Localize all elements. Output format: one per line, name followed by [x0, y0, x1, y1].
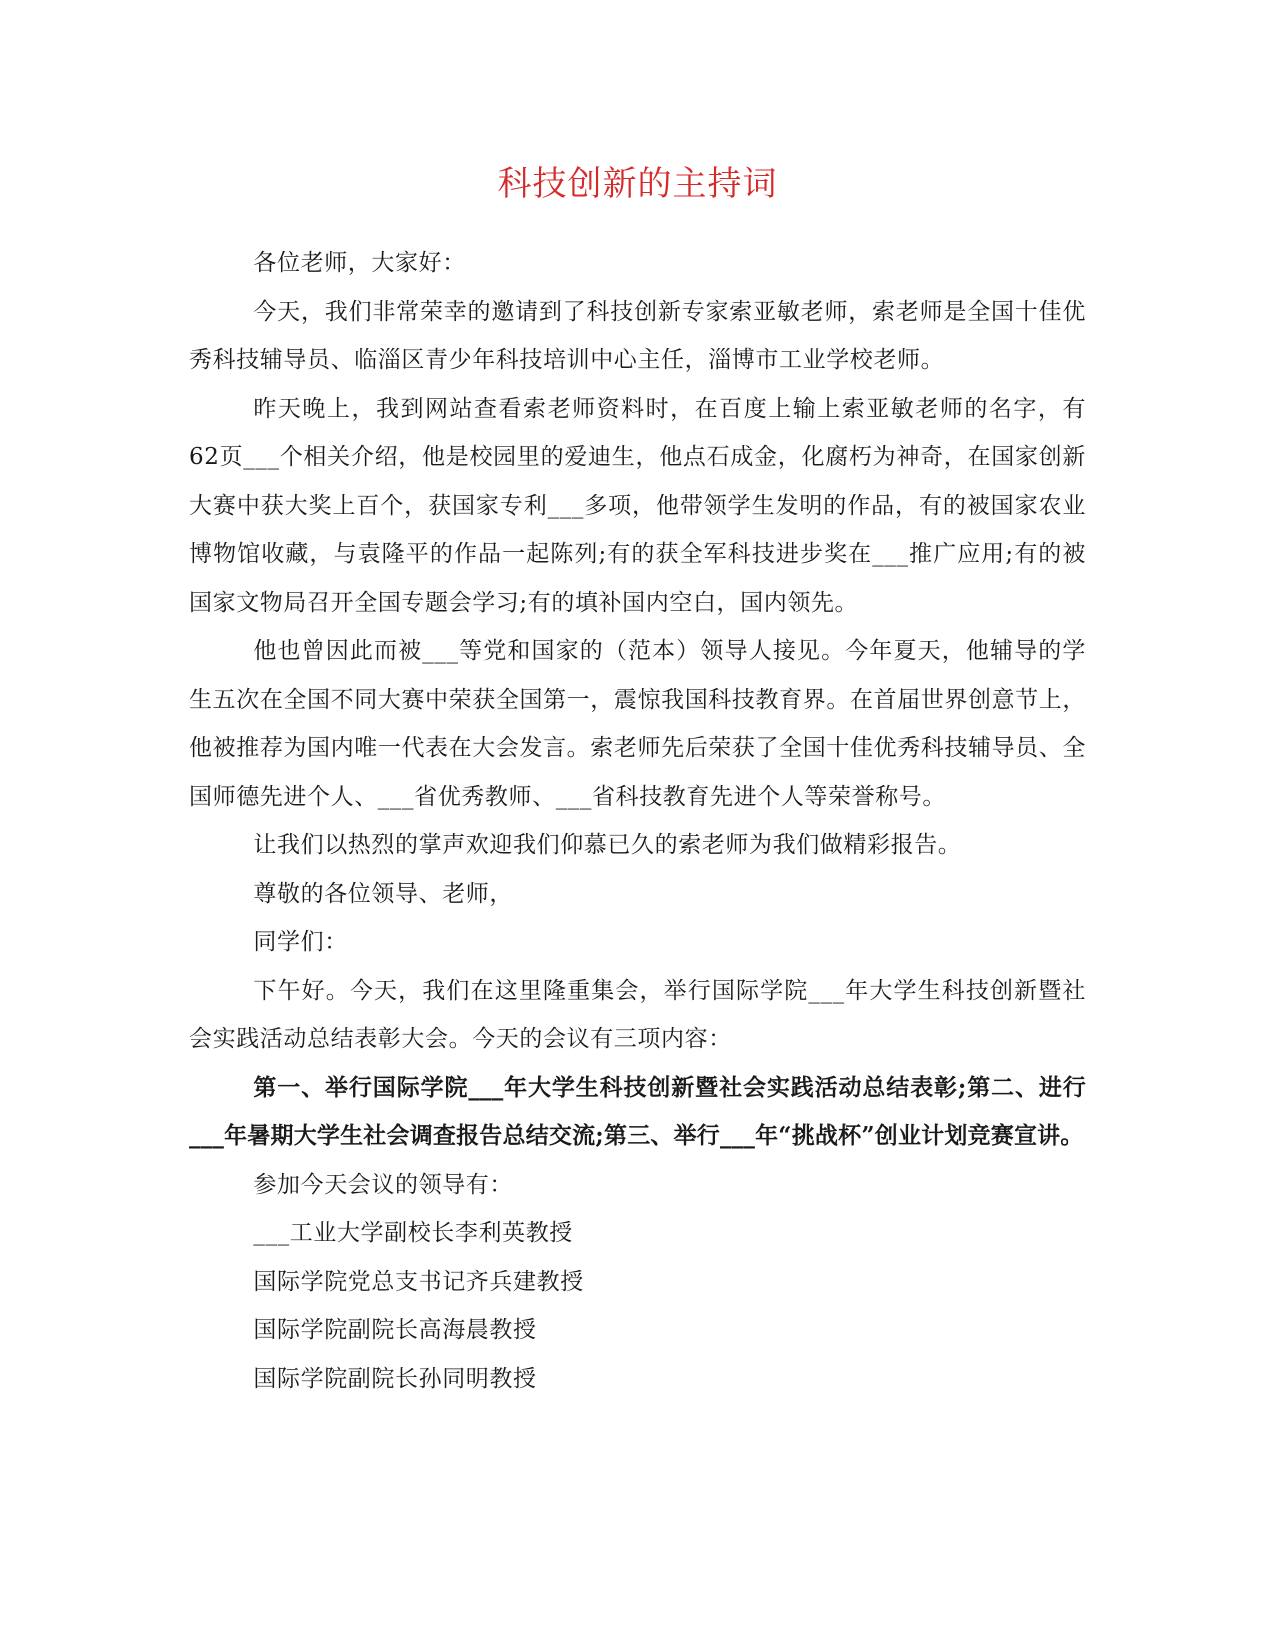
- salutation-students: 同学们：: [253, 929, 348, 955]
- honors-paragraph: 他也曾因此而被___等党和国家的（范本）领导人接见。今年夏天，他辅导的学生五次在全国不同大赛中荣获全国第一，震惊我国科技教育界。在首届世界创意节上，他被推荐为国内唯一代表在大会发言。索老师先后荣获了全国十佳优秀科技辅导员、全国师德先进个人、___省优秀教师、___省科技教育先进个人等荣誉称号。: [189, 638, 1086, 810]
- document-title: 科技创新的主持词: [497, 164, 778, 204]
- attendees-intro: 参加今天会议的领导有：: [253, 1171, 513, 1198]
- intro-paragraph: 今天，我们非常荣幸的邀请到了科技创新专家索亚敏老师，索老师是全国十佳优秀科技辅导员、临淄区青少年科技培训中心主任，淄博市工业学校老师。: [189, 298, 1086, 373]
- attendee-item: 国际学院党总支书记齐兵建教授: [253, 1268, 584, 1295]
- agenda-paragraph: 第一、举行国际学院___年大学生科技创新暨社会实践活动总结表彰;第二、进行___年暑期大学生社会调查报告总结交流;第三、举行___年“挑战杯”创业计划竞赛宣讲。: [189, 1073, 1086, 1149]
- attendee-item: 国际学院副院长孙同明教授: [253, 1365, 537, 1392]
- salutation-leaders: 尊敬的各位领导、老师，: [253, 880, 513, 907]
- attendee-item: 国际学院副院长高海晨教授: [253, 1317, 537, 1343]
- attendee-item: ___工业大学副校长李利英教授: [253, 1220, 573, 1246]
- welcome-paragraph: 让我们以热烈的掌声欢迎我们仰慕已久的索老师为我们做精彩报告。: [253, 832, 962, 858]
- meeting-intro-paragraph: 下午好。今天，我们在这里隆重集会，举行国际学院___年大学生科技创新暨社会实践活动总结表彰大会。今天的会议有三项内容：: [189, 977, 1086, 1052]
- research-paragraph: 昨天晚上，我到网站查看索老师资料时，在百度上输上索亚敏老师的名字，有62页___个相关介绍，他是校园里的爱迪生，他点石成金，化腐朽为神奇，在国家创新大赛中获大奖上百个，获国家专利___多项，他带领学生发明的作品，有的被国家农业博物馆收藏，与袁隆平的作品一起陈列;有的获全军科技进步奖在___推广应用;有的被国家文物局召开全国专题会学习;有的填补国内空白，国内领先。: [189, 395, 1086, 616]
- greeting-paragraph: 各位老师，大家好：: [253, 250, 466, 276]
- document-body: [189, 239, 1086, 1403]
